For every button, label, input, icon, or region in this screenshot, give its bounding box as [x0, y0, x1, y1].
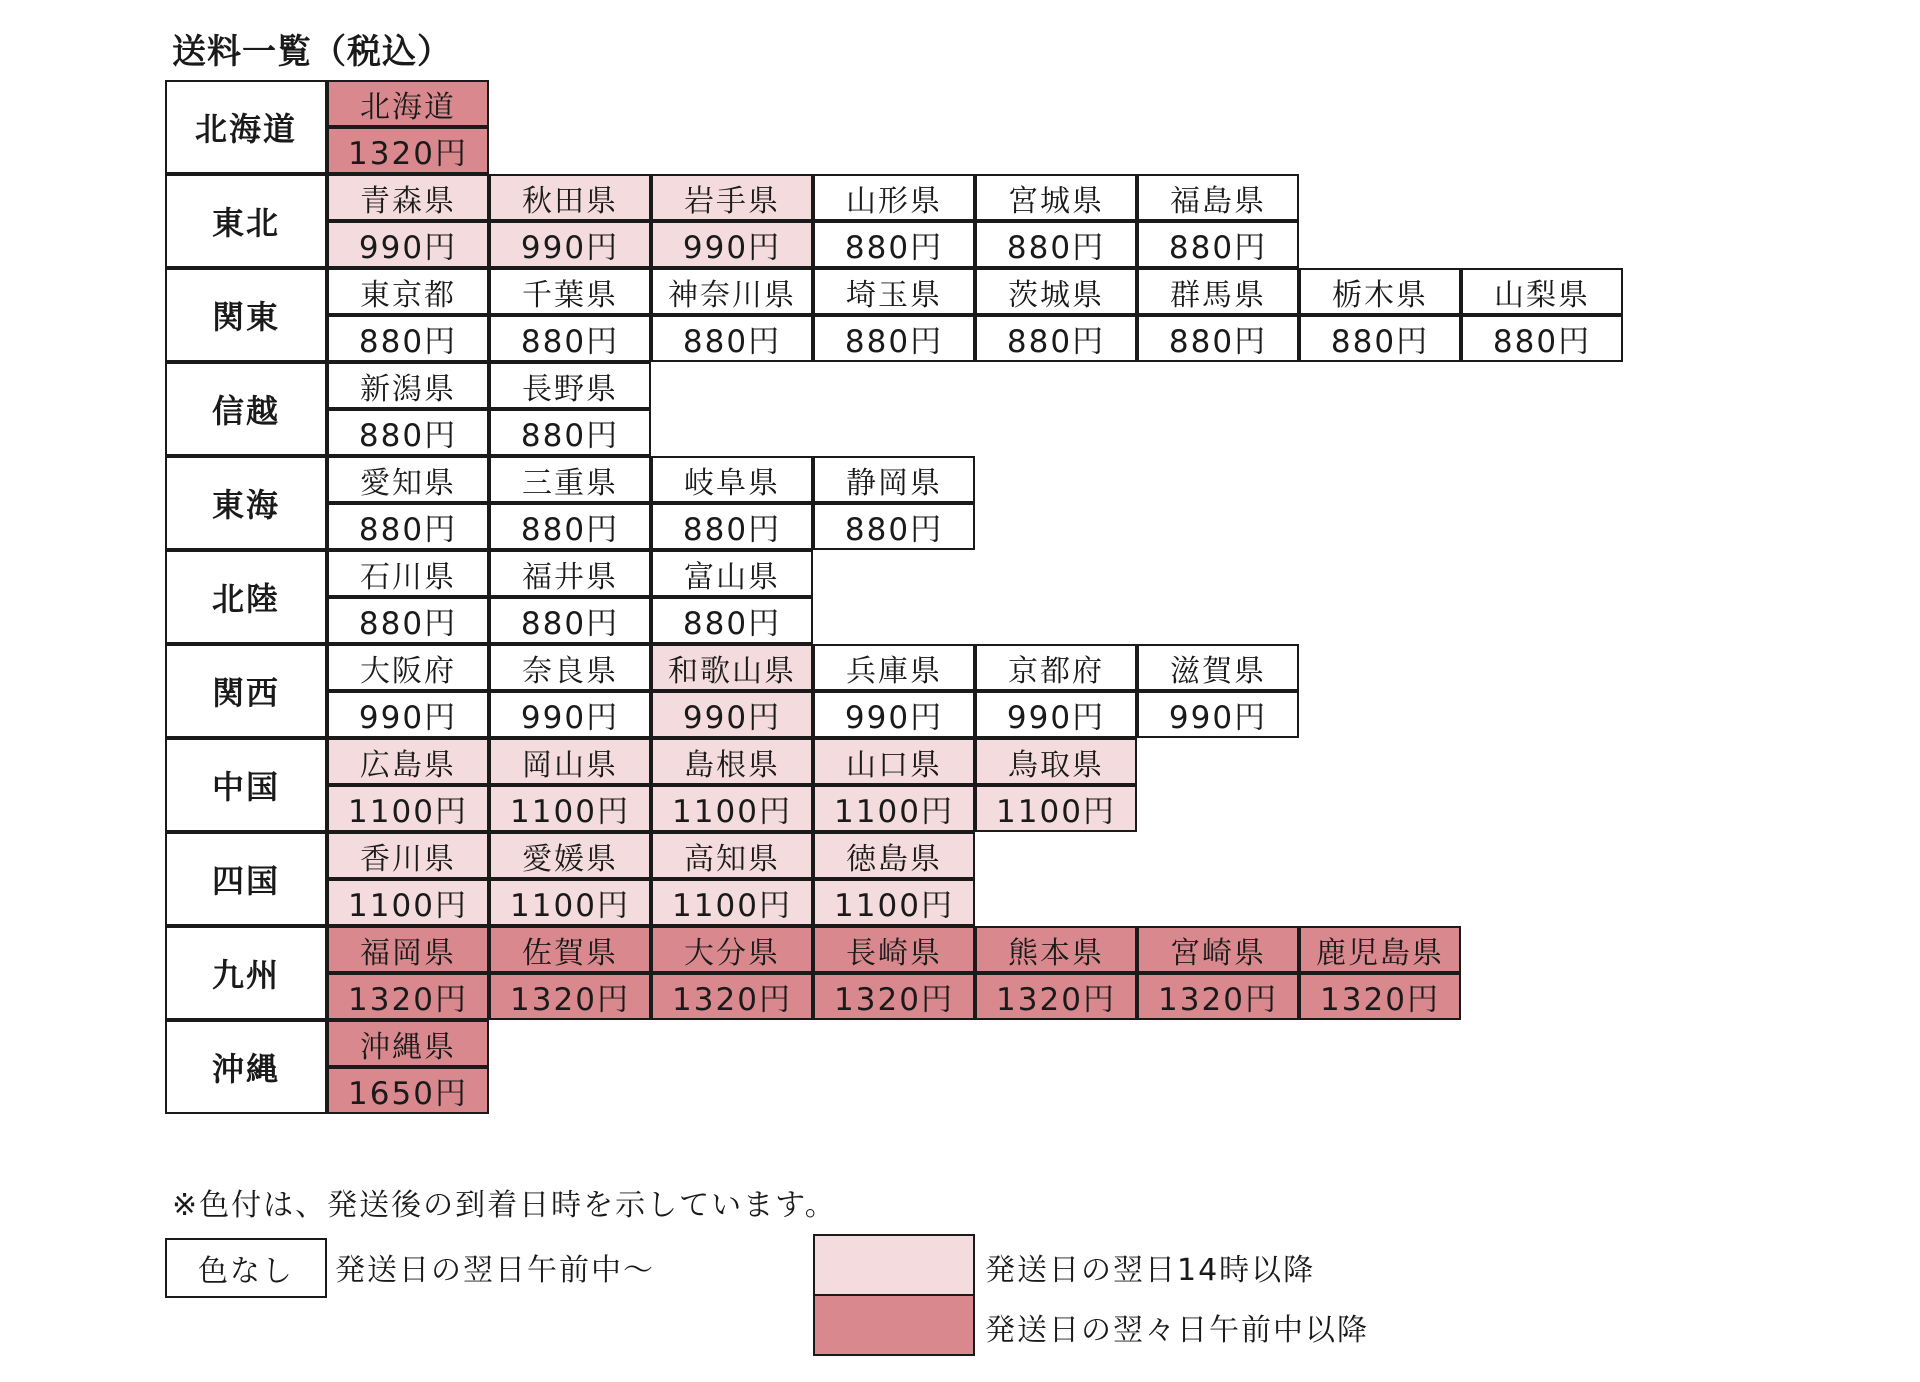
- prefecture-price-cell: 1320円: [813, 973, 975, 1020]
- prefecture-price-cell: 880円: [1299, 315, 1461, 362]
- prefecture-name-cell: 静岡県: [813, 456, 975, 503]
- prefecture-name-cell: 岩手県: [651, 174, 813, 221]
- prefecture-price-cell: 1320円: [1137, 973, 1299, 1020]
- prefecture-name-cell: 群馬県: [1137, 268, 1299, 315]
- prefecture-price-cell: 990円: [813, 691, 975, 738]
- prefecture-price-cell: 990円: [651, 691, 813, 738]
- prefecture-name-cell: 鹿児島県: [1299, 926, 1461, 973]
- prefecture-name-cell: 熊本県: [975, 926, 1137, 973]
- prefecture-name-cell: 愛知県: [327, 456, 489, 503]
- prefecture-price-cell: 880円: [327, 315, 489, 362]
- prefecture-price-cell: 990円: [327, 221, 489, 268]
- prefecture-price-cell: 880円: [651, 503, 813, 550]
- prefecture-name-cell: 東京都: [327, 268, 489, 315]
- prefecture-name-cell: 滋賀県: [1137, 644, 1299, 691]
- prefecture-price-cell: 880円: [1137, 315, 1299, 362]
- prefecture-price-cell: 880円: [813, 221, 975, 268]
- region-label: 東海: [165, 456, 327, 550]
- prefecture-name-cell: 埼玉県: [813, 268, 975, 315]
- prefecture-price-cell: 880円: [327, 503, 489, 550]
- prefecture-name-cell: 福井県: [489, 550, 651, 597]
- prefecture-price-cell: 880円: [813, 503, 975, 550]
- prefecture-price-cell: 1100円: [327, 785, 489, 832]
- prefecture-price-cell: 1320円: [327, 127, 489, 174]
- prefecture-price-cell: 880円: [489, 315, 651, 362]
- prefecture-price-cell: 880円: [327, 409, 489, 456]
- prefecture-price-cell: 880円: [489, 597, 651, 644]
- prefecture-name-cell: 岡山県: [489, 738, 651, 785]
- prefecture-price-cell: 1320円: [327, 973, 489, 1020]
- prefecture-name-cell: 愛媛県: [489, 832, 651, 879]
- prefecture-name-cell: 和歌山県: [651, 644, 813, 691]
- prefecture-name-cell: 山口県: [813, 738, 975, 785]
- prefecture-price-cell: 880円: [975, 221, 1137, 268]
- prefecture-price-cell: 990円: [1137, 691, 1299, 738]
- legend-text-light: 発送日の翌日14時以降: [985, 1253, 1316, 1288]
- prefecture-price-cell: 1100円: [327, 879, 489, 926]
- prefecture-name-cell: 大阪府: [327, 644, 489, 691]
- legend-swatch-light: [813, 1234, 975, 1296]
- prefecture-name-cell: 奈良県: [489, 644, 651, 691]
- prefecture-price-cell: 1320円: [651, 973, 813, 1020]
- prefecture-price-cell: 880円: [651, 597, 813, 644]
- color-note: ※色付は、発送後の到着日時を示しています。: [172, 1188, 837, 1223]
- prefecture-name-cell: 長崎県: [813, 926, 975, 973]
- legend-text-none: 発送日の翌日午前中～: [335, 1253, 655, 1288]
- prefecture-price-cell: 990円: [975, 691, 1137, 738]
- prefecture-name-cell: 山梨県: [1461, 268, 1623, 315]
- prefecture-name-cell: 京都府: [975, 644, 1137, 691]
- prefecture-name-cell: 新潟県: [327, 362, 489, 409]
- region-label: 中国: [165, 738, 327, 832]
- prefecture-price-cell: 1100円: [813, 785, 975, 832]
- page-title: 送料一覧（税込）: [172, 32, 452, 72]
- prefecture-price-cell: 1100円: [489, 879, 651, 926]
- prefecture-price-cell: 1100円: [651, 879, 813, 926]
- prefecture-name-cell: 青森県: [327, 174, 489, 221]
- prefecture-price-cell: 880円: [1137, 221, 1299, 268]
- prefecture-price-cell: 880円: [1461, 315, 1623, 362]
- region-label: 四国: [165, 832, 327, 926]
- legend-swatch-dark: [813, 1294, 975, 1356]
- region-label: 関東: [165, 268, 327, 362]
- region-label: 沖縄: [165, 1020, 327, 1114]
- prefecture-name-cell: 石川県: [327, 550, 489, 597]
- prefecture-price-cell: 880円: [651, 315, 813, 362]
- prefecture-price-cell: 990円: [327, 691, 489, 738]
- prefecture-name-cell: 北海道: [327, 80, 489, 127]
- prefecture-name-cell: 山形県: [813, 174, 975, 221]
- prefecture-price-cell: 1100円: [651, 785, 813, 832]
- prefecture-name-cell: 香川県: [327, 832, 489, 879]
- prefecture-name-cell: 福岡県: [327, 926, 489, 973]
- prefecture-price-cell: 1100円: [489, 785, 651, 832]
- prefecture-name-cell: 富山県: [651, 550, 813, 597]
- region-label: 北陸: [165, 550, 327, 644]
- prefecture-name-cell: 長野県: [489, 362, 651, 409]
- prefecture-price-cell: 1650円: [327, 1067, 489, 1114]
- region-label: 信越: [165, 362, 327, 456]
- prefecture-name-cell: 岐阜県: [651, 456, 813, 503]
- prefecture-price-cell: 1100円: [975, 785, 1137, 832]
- prefecture-name-cell: 広島県: [327, 738, 489, 785]
- region-label: 東北: [165, 174, 327, 268]
- prefecture-price-cell: 880円: [489, 503, 651, 550]
- prefecture-price-cell: 1320円: [1299, 973, 1461, 1020]
- prefecture-price-cell: 1100円: [813, 879, 975, 926]
- legend-text-dark: 発送日の翌々日午前中以降: [985, 1313, 1369, 1348]
- prefecture-name-cell: 茨城県: [975, 268, 1137, 315]
- region-label: 九州: [165, 926, 327, 1020]
- prefecture-name-cell: 宮城県: [975, 174, 1137, 221]
- prefecture-name-cell: 神奈川県: [651, 268, 813, 315]
- region-label: 関西: [165, 644, 327, 738]
- prefecture-name-cell: 島根県: [651, 738, 813, 785]
- region-label: 北海道: [165, 80, 327, 174]
- prefecture-price-cell: 880円: [975, 315, 1137, 362]
- prefecture-name-cell: 千葉県: [489, 268, 651, 315]
- prefecture-name-cell: 高知県: [651, 832, 813, 879]
- prefecture-name-cell: 佐賀県: [489, 926, 651, 973]
- prefecture-name-cell: 兵庫県: [813, 644, 975, 691]
- prefecture-price-cell: 990円: [651, 221, 813, 268]
- prefecture-price-cell: 1320円: [489, 973, 651, 1020]
- prefecture-price-cell: 880円: [489, 409, 651, 456]
- prefecture-price-cell: 880円: [813, 315, 975, 362]
- prefecture-price-cell: 990円: [489, 691, 651, 738]
- prefecture-name-cell: 沖縄県: [327, 1020, 489, 1067]
- prefecture-name-cell: 福島県: [1137, 174, 1299, 221]
- prefecture-price-cell: 1320円: [975, 973, 1137, 1020]
- prefecture-name-cell: 鳥取県: [975, 738, 1137, 785]
- prefecture-name-cell: 三重県: [489, 456, 651, 503]
- legend-swatch-none: 色なし: [165, 1238, 327, 1298]
- prefecture-name-cell: 徳島県: [813, 832, 975, 879]
- prefecture-price-cell: 880円: [327, 597, 489, 644]
- prefecture-name-cell: 秋田県: [489, 174, 651, 221]
- prefecture-name-cell: 宮崎県: [1137, 926, 1299, 973]
- prefecture-name-cell: 栃木県: [1299, 268, 1461, 315]
- prefecture-name-cell: 大分県: [651, 926, 813, 973]
- prefecture-price-cell: 990円: [489, 221, 651, 268]
